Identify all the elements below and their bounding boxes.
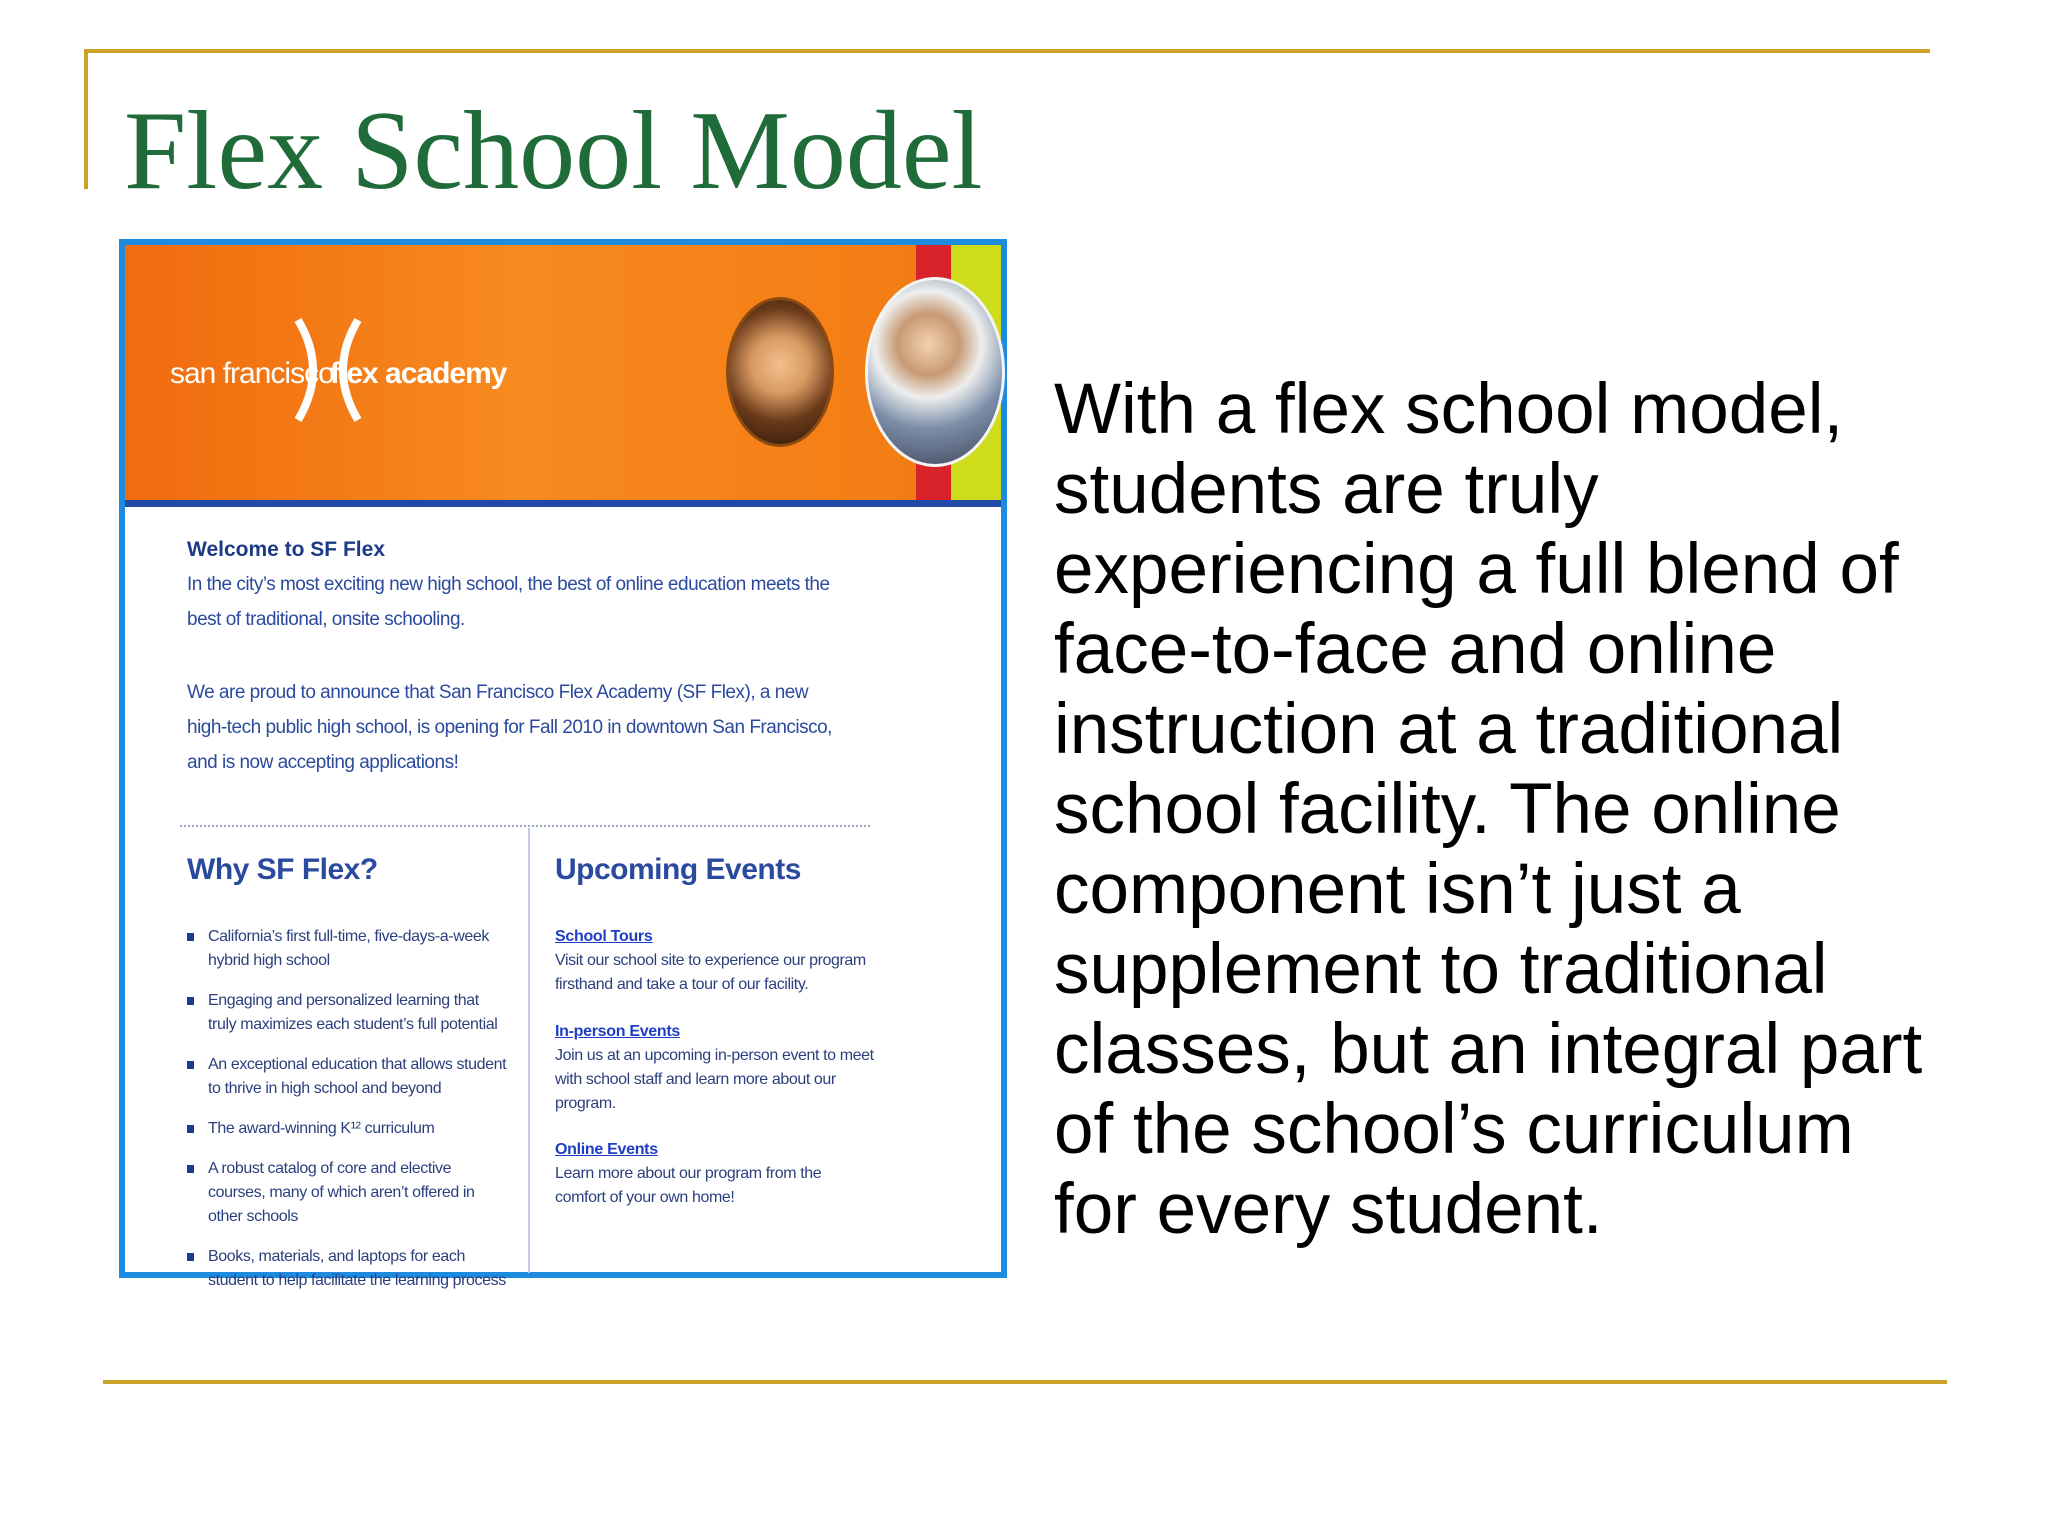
- website-screenshot: [119, 239, 1007, 1289]
- student-photo-girl: [726, 297, 834, 447]
- bullet-icon: [187, 997, 194, 1005]
- banner-divider: [125, 500, 1001, 507]
- slide-body-text: With a flex school model, students are truly experiencing a full blend of face-to-face and online instruction at a traditional school facility. The online component isn’t just a supplement to traditional classes, but an integral part of the school’s curriculum for every student.: [1054, 370, 1923, 1249]
- event-online: [555, 1138, 875, 1210]
- event-link-in-person[interactable]: In-person Events: [555, 1023, 681, 1040]
- bullet-icon: [187, 1061, 194, 1069]
- list-item: A robust catalog of core and elective courses, many of which aren’t offered in other schools: [187, 1157, 507, 1229]
- event-link-online[interactable]: Online Events: [555, 1141, 658, 1158]
- event-text: Learn more about our program from the comfort of your own home!: [555, 1165, 822, 1206]
- welcome-heading: Welcome to SF Flex: [187, 538, 385, 561]
- event-text: Join us at an upcoming in-person event to meet with school staff and learn more about our program.: [555, 1047, 874, 1112]
- why-heading: Why SF Flex?: [187, 853, 378, 886]
- event-link-school-tours[interactable]: School Tours: [555, 928, 653, 945]
- welcome-paragraph-1: In the city’s most exciting new high school, the best of online education meets the best of traditional, onsite schooling.: [187, 574, 830, 630]
- list-item: The award-winning K¹² curriculum: [187, 1117, 507, 1141]
- top-rule: [84, 49, 1930, 53]
- event-in-person: [555, 1020, 875, 1116]
- left-rule: [84, 49, 88, 189]
- logo-text-left: san francisco: [170, 357, 334, 390]
- list-item: Books, materials, and laptops for each student to help facilitate the learning process: [187, 1245, 507, 1293]
- list-item: An exceptional education that allows student to thrive in high school and beyond: [187, 1053, 507, 1101]
- event-text: Visit our school site to experience our program firsthand and take a tour of our facility.: [555, 952, 866, 993]
- slide-title: Flex School Model: [124, 89, 983, 213]
- events-heading: Upcoming Events: [555, 853, 801, 886]
- list-item: Engaging and personalized learning that truly maximizes each student’s full potential: [187, 989, 507, 1037]
- event-school-tours: [555, 925, 875, 997]
- section-divider: [180, 825, 870, 827]
- list-item: California’s first full-time, five-days-a-week hybrid high school: [187, 925, 507, 973]
- bullet-icon: [187, 933, 194, 941]
- student-photo-boy: [865, 277, 1005, 467]
- bullet-icon: [187, 1253, 194, 1261]
- welcome-paragraph-2: We are proud to announce that San Francisco Flex Academy (SF Flex), a new high-tech public high school, is opening for Fall 2010 in downtown San Francisco, and is now accepting applications!: [187, 682, 832, 773]
- bullet-icon: [187, 1165, 194, 1173]
- column-divider: [528, 828, 530, 1273]
- logo-text-right: flex academy: [330, 357, 507, 390]
- why-list: [187, 925, 507, 1309]
- bottom-rule: [103, 1380, 1947, 1384]
- site-banner: [125, 245, 1001, 500]
- bullet-icon: [187, 1125, 194, 1133]
